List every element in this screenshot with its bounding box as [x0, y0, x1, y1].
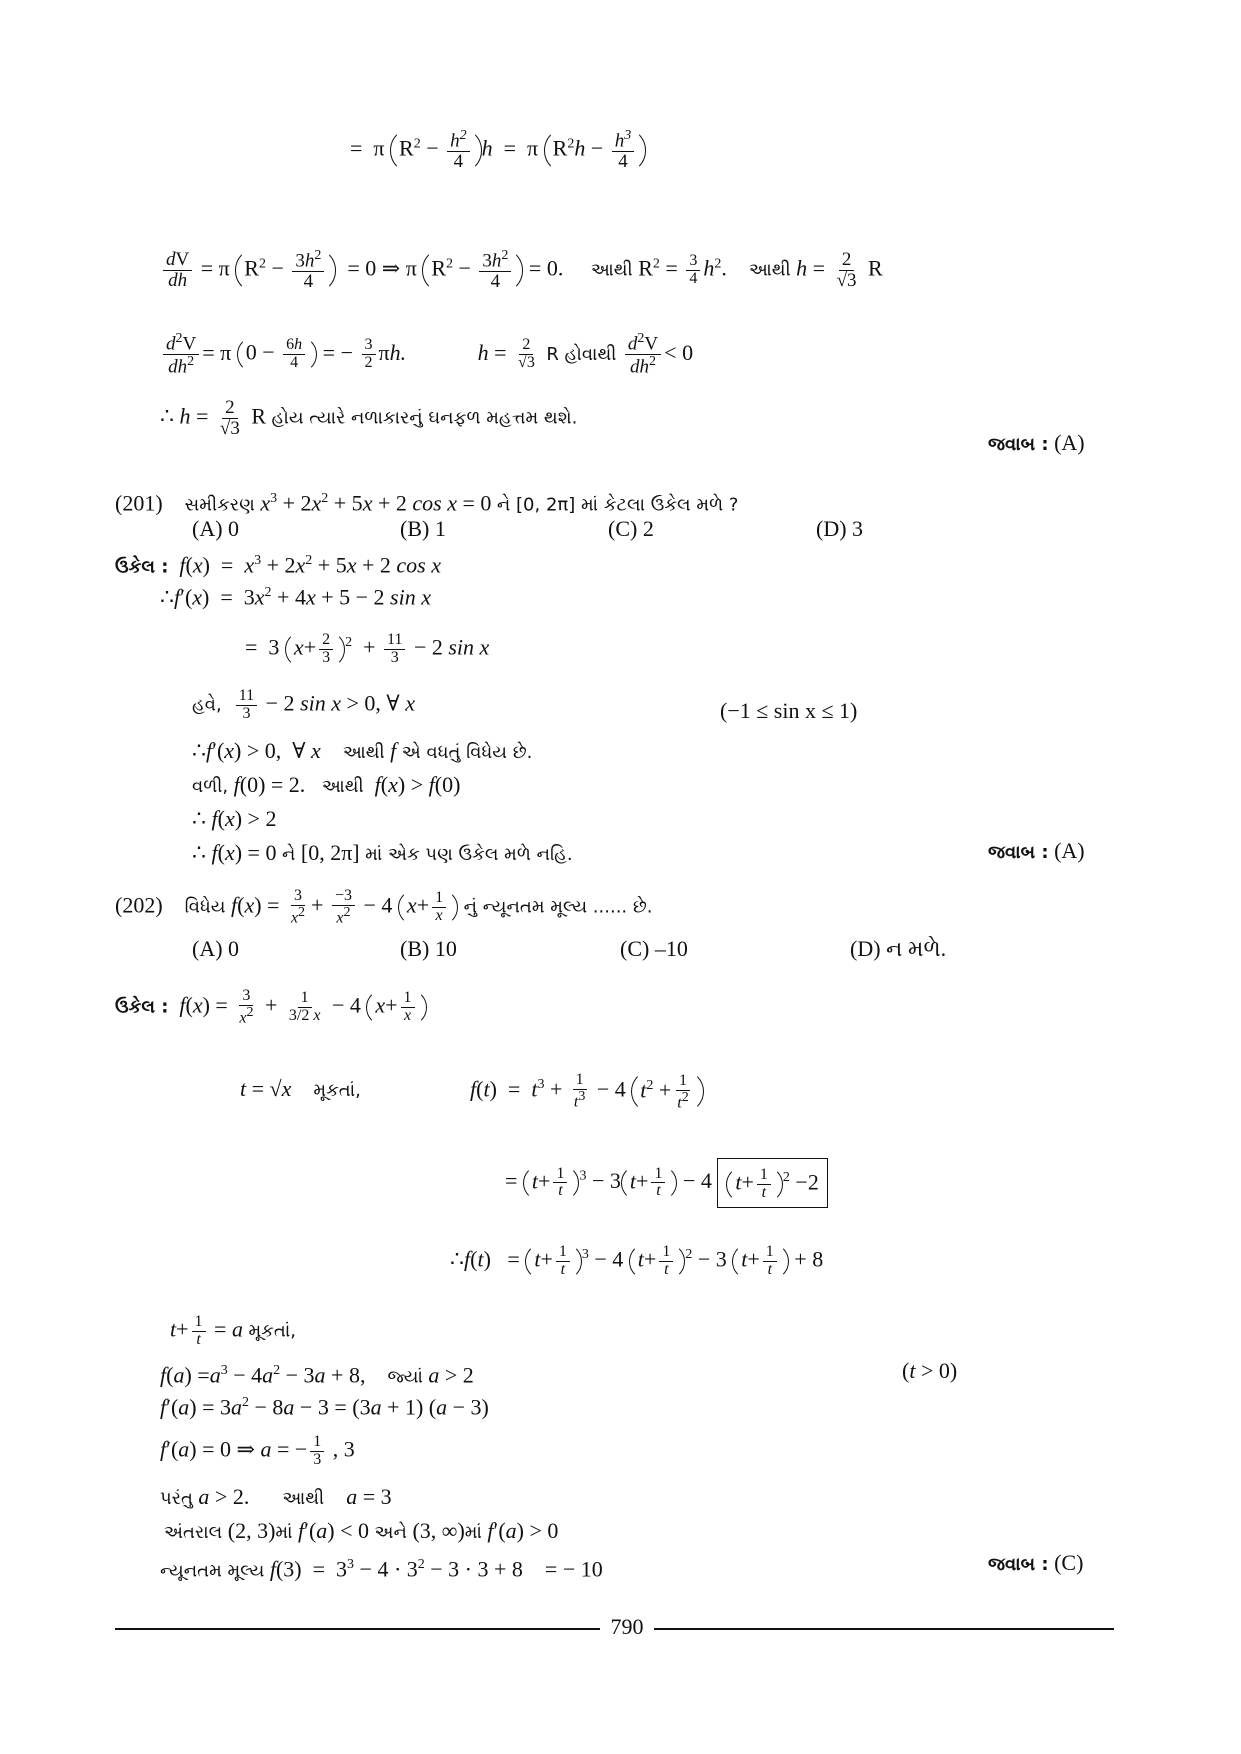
- q202-interval: અંતરાલ (2, 3)માં f′(a) < 0 અને (3, ∞)માં f′(a) > 0: [164, 1518, 559, 1543]
- q202-ft-2: = t+ $\frac{1}{t}$ $^3$ − 3 t+ $\frac{1}{t}$ − 4 t+ $\frac{1}{t}$ $^2$ −2: [505, 1158, 828, 1208]
- answer-202: જવાબ : (C): [988, 1550, 1084, 1575]
- answer-201: જવાબ : (A): [988, 838, 1085, 863]
- q202-ft-1: $f(t) = t^3$ + $\frac{1}{t^3}$ − 4 $t^2$ + $\frac{1}{t^2}$: [470, 1070, 704, 1113]
- q201-solution-1: ઉકેલ : $f(x) = x^3 + 2x^2 + 5x + 2$ cos x: [115, 552, 441, 578]
- answer-prev: જવાબ : (A): [988, 430, 1085, 455]
- q201-increasing: ∴f′(x) > 0, ∀ x આથી f એ વધતું વિધેય છે.: [192, 738, 533, 763]
- q201-vali: વળી, f(0) = 2. આથી f(x) > f(0): [192, 772, 461, 797]
- page-number: 790: [600, 1614, 654, 1640]
- footer-rule-right: [654, 1628, 1114, 1630]
- q201-have: હવે, $\frac{11}{3}$ − 2 sin x > 0, ∀ x: [192, 687, 415, 722]
- first-derivative-line: $\frac{dV}{dh}$ = π $R^2$ − $\frac{3h^2}{4}$ = 0 ⇒ π $R^2$ − $\frac{3h^2}{4}$ = 0. આથી $R^2$ = $\frac{3}{4}$ $h^2$. આથી h = $\frac{2}{√3}$ R: [160, 248, 883, 293]
- second-derivative-line: $\frac{d^2V}{dh^2}$ = π 0 − $\frac{6h}{4}$ = − $\frac{3}{2}$ πh. h = $\frac{2}{√3}$ R હોવાથી $\frac{d^2V}{dh^2}$ < 0: [160, 332, 693, 378]
- q201-solution-2: ∴f′(x) = $3x^2 + 4x + 5 - 2$ sin x: [160, 584, 431, 610]
- q202-fa: $f(a) =a^3 - 4a^2 - 3a + 8$, જ્યાં a > 2: [160, 1362, 474, 1388]
- q202-fprime-zero: f′(a) = 0 ⇒ a = − $\frac{1}{3}$ , 3: [160, 1433, 355, 1468]
- q201-range-note: (−1 ≤ sin x ≤ 1): [720, 698, 858, 723]
- volume-expression: = π $R^2$ − $\frac{h^2}{4}$ h = π $R^2h$ − $\frac{h^3}{4}$: [350, 128, 646, 173]
- q202-t-note: (t > 0): [902, 1358, 958, 1383]
- q202-min-value: ન્યૂનતમ મૂલ્ય $f(3) = 3^3 - 4 \cdot 3^2 - 3 \cdot 3 + 8$ = − 10: [160, 1556, 603, 1582]
- therefore-line: ∴ h = $\frac{2}{√3}$ R હોય ત્યારે નળાકારનું ઘનફળ મહત્તમ થશે.: [160, 397, 578, 439]
- q202-solution-1: ઉકેલ : f(x) = $\frac{3}{x^2}$ + $\frac{1}{3/2 x}$ − 4 x+ $\frac{1}{x}$: [115, 988, 427, 1027]
- q202-ft-3: ∴f(t) = t+ $\frac{1}{t}$ $^3$ − 4 t+ $\frac{1}{t}$ $^2$ − 3 t+ $\frac{1}{t}$ + 8: [450, 1242, 824, 1278]
- q201-no-solution: ∴ f(x) = 0 ને [0, 2π] માં એક પણ ઉકેલ મળે નહિ.: [192, 840, 573, 865]
- q201-fx-gt2: ∴ f(x) > 2: [192, 806, 277, 831]
- question-201: (201) સમીકરણ $x^3 + 2x^2 + 5x + 2$ cos x = 0 ને [0, 2π] માં કેટલા ઉકેલ મળે ?: [115, 490, 739, 516]
- q201-solution-3: = 3 x+ $\frac{2}{3}$ $^2$ + $\frac{11}{3}$ − 2 sin x: [245, 630, 490, 666]
- q202-parantu: પરંતુ a > 2. આથી a = 3: [160, 1484, 392, 1509]
- q202-substitution: t = √x મૂકતાં,: [240, 1076, 361, 1101]
- q202-fprime-a: $f'(a) = 3a^2 - 8a - 3 = (3a + 1) (a - 3)$: [160, 1394, 489, 1420]
- footer-rule-left: [115, 1628, 600, 1630]
- question-202: (202) વિધેય f(x) = $\frac{3}{x^2}$ + $\frac{-3}{x^2}$ − 4 x+ $\frac{1}{x}$ નું ન્યૂનતમ મૂલ્ય ...... છે.: [115, 887, 653, 927]
- q202-sub-a: t+ $\frac{1}{t}$ = a મૂકતાં,: [170, 1313, 296, 1348]
